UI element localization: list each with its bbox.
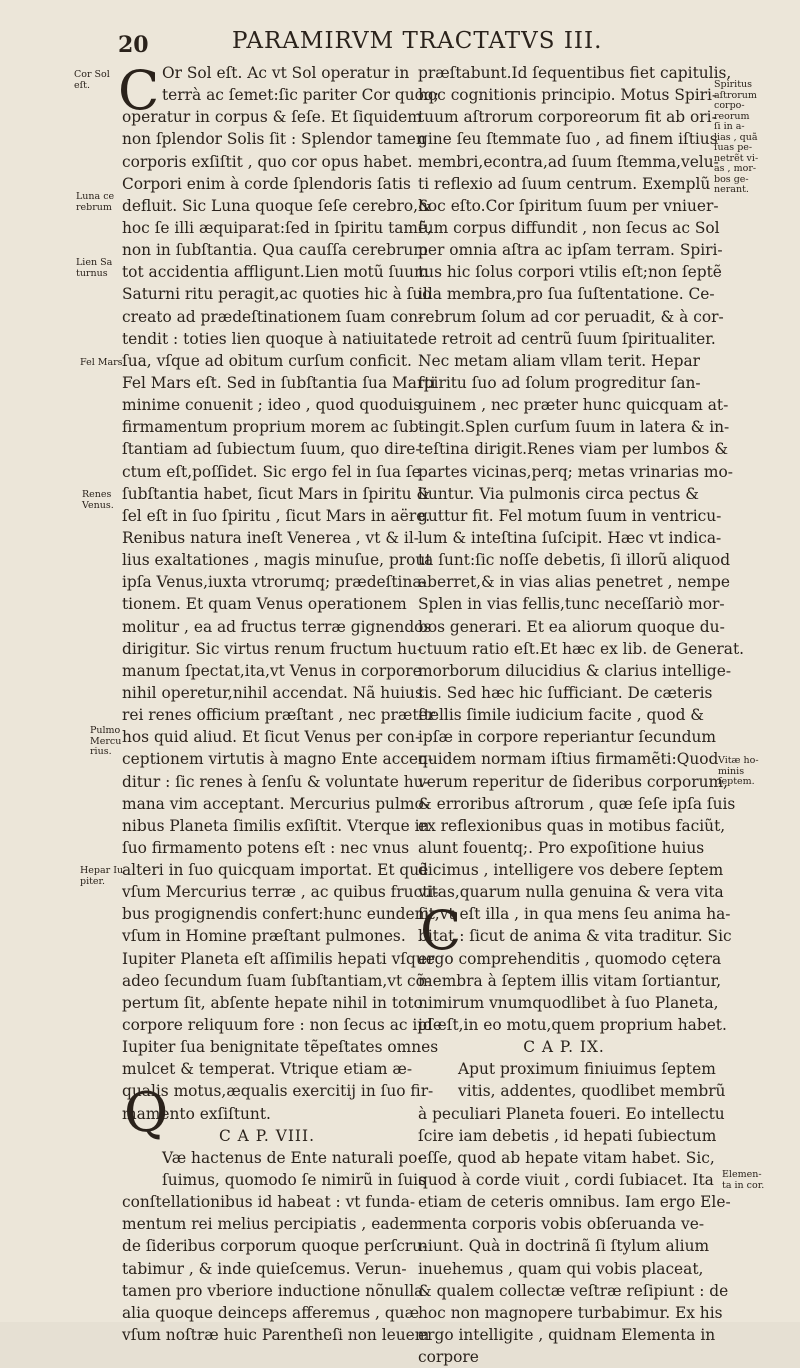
text-line: ſtantiam ad ſubiectum ſuum, quo dire- xyxy=(122,440,421,459)
text-line: Nec metam aliam vllam terit. Hepar xyxy=(418,351,700,370)
text-line: de ſideribus corporum quoque perſcru- xyxy=(122,1237,428,1256)
text-line: hoc non magnopere turbabimur. Ex his xyxy=(418,1303,723,1322)
text-line: præſtabunt.Id ſequentibus fiet capitulis, xyxy=(418,64,732,82)
text-line: ctum eſt,poſſidet. Sic ergo fel in ſua ſe xyxy=(122,462,421,481)
text-line: Renibus natura ineſt Venerea , vt & il- xyxy=(122,528,419,547)
text-line: etiam de ceteris omnibus. Iam ergo Ele- xyxy=(418,1193,731,1212)
text-line: Fel Mars eſt. Sed in ſubſtantia ſua Marti xyxy=(122,373,436,392)
text-line: bitat : ſicut de anima & vita traditur. Sic xyxy=(418,927,732,946)
text-line: rebrum ſolum ad cor peruadit, & à cor- xyxy=(418,307,724,326)
text-line: non ſplendor Solis ſit : Splendor tamen xyxy=(122,130,426,149)
text-line: ti reflexio ad ſuum centrum. Exemplũ xyxy=(418,174,711,193)
text-line: ſua, vſque ad obitum curſum conficit. xyxy=(122,351,412,370)
text-line: vſum Mercurius terræ , ac quibus fructi- xyxy=(122,883,439,902)
text-line: firmamentum proprium morem ac ſub- xyxy=(122,418,424,437)
text-line: hos quid aliud. Et ſicut Venus per con- xyxy=(122,728,421,747)
text-line: corpore reliquum fore : non ſecus ac ipſe xyxy=(122,1016,442,1035)
dropcap-c-left: C xyxy=(118,59,160,122)
text-line: inuehemus , quam qui vobis placeat, xyxy=(418,1259,704,1278)
text-line: tingit.Splen curſum ſuum in latera & in- xyxy=(418,418,730,437)
text-line: hoc cognitionis principio. Motus Spiri- xyxy=(418,86,718,105)
text-line: teſtina dirigit.Renes viam per lumbos & xyxy=(418,440,729,459)
text-line: Corpori enim à corde ſplendoris ſatis xyxy=(122,174,411,193)
text-line: bos generari. Et ea aliorum quoque du- xyxy=(418,617,725,636)
text-line: Splen in vias fellis,tunc neceſſariò mor- xyxy=(418,595,725,614)
text-line: partes vicinas,perq; metas vrinarias mo- xyxy=(418,462,733,481)
text-line: adeo ſecundum ſuam ſubſtantiam,vt cõ- xyxy=(122,971,431,990)
margin-note: Luna ce rebrum xyxy=(76,191,115,213)
text-line: nihil operetur,nihil accendat. Nã huius xyxy=(122,683,423,702)
text-line: dirigitur. Sic virtus renum fructum hu- xyxy=(122,639,423,658)
text-line: qualis motus,æqualis exercitij in ſuo fir- xyxy=(122,1082,434,1101)
text-line: corporis exſiſtit , quo cor opus habet. xyxy=(122,152,413,171)
chapter-heading: C A P. VIII. xyxy=(219,1126,315,1145)
text-line: ſuo firmamento potens eſt : nec vnus xyxy=(122,838,410,857)
text-line: & erroribus aſtrorum , quæ ſeſe ipſa ſuis xyxy=(418,794,736,813)
text-line: corpore xyxy=(418,1348,479,1367)
dropcap-c-right: C xyxy=(420,899,462,962)
text-line: à peculiari Planeta foueri. Eo intellectu xyxy=(418,1104,725,1123)
text-line: manum ſpectat,ita,vt Venus in corpore xyxy=(122,661,422,680)
text-line: ſel eſt in ſuo ſpiritu , ſicut Mars in aëre. xyxy=(122,506,431,525)
text-line: defluit. Sic Luna quoque ſeſe cerebro,& xyxy=(122,196,432,215)
text-line: eſſe, quod ab hepate vitam habet. Sic, xyxy=(418,1148,715,1167)
text-line: mentum rei melius percipiatis , eadem xyxy=(122,1215,424,1234)
text-line: ergo intelligite , quidnam Elementa in xyxy=(418,1326,716,1345)
text-line: conſtellationibus id habeat : vt funda- xyxy=(122,1193,416,1212)
text-line: hoc eſto.Cor ſpiritum ſuum per vniuer- xyxy=(418,196,719,215)
text-line: per omnia aſtra ac ipſam terram. Spiri- xyxy=(418,241,723,260)
text-line: id eſt,in eo motu,quem proprium habet. xyxy=(418,1016,727,1035)
text-line: nimirum vnumquodlibet à ſuo Planeta, xyxy=(418,993,719,1012)
text-line: alunt fouentq;. Pro expoſitione huius xyxy=(418,838,705,857)
text-line: ctuum ratio eſt.Et hæc ex lib. de Generat. xyxy=(418,639,745,658)
text-line: rei renes officium præſtant , nec præter xyxy=(122,706,435,725)
margin-note: Vitæ ho- minis ſeptem. xyxy=(718,755,759,787)
margin-note: Lien Sa turnus xyxy=(76,257,113,279)
text-line: ſtellis ſimile iudicium facite , quod & xyxy=(418,706,705,725)
text-line: non in ſubſtantia. Qua cauſſa cerebrum xyxy=(122,241,428,260)
text-line: ta ſunt:ſic noſſe debetis, ſi illorũ aliquod xyxy=(418,551,731,570)
text-line: ſuimus, quomodo ſe nimirũ in ſuis xyxy=(162,1171,426,1190)
text-line: ſum corpus diffundit , non ſecus ac Sol xyxy=(418,218,720,237)
text-line: pertum ſit, abſente hepate nihil in toto xyxy=(122,993,423,1012)
text-line: minime conuenit ; ideo , quod quoduis xyxy=(122,396,421,415)
margin-note: Elemen- ta in cor. xyxy=(722,1169,765,1191)
text-line: Iupiter ſua benignitate tẽpeſtates omnes xyxy=(122,1038,439,1057)
text-line: ergo comprehenditis , quomodo cętera xyxy=(418,949,722,968)
text-line: tot accidentia affligunt.Lien motũ ſuum xyxy=(122,263,429,282)
text-line: Iupiter Planeta eſt aſſimilis hepati vſque xyxy=(122,949,435,968)
text-line: lum & inteſtina ſuſcipit. Hæc vt indica- xyxy=(418,528,722,547)
text-line: hoc ſe illi æquiparat:ſed in ſpiritu tamẽ, xyxy=(122,218,433,237)
margin-note: Pulmo Mercu rius. xyxy=(90,725,122,757)
text-line: molitur , ea ad fructus terræ gignendos xyxy=(122,617,432,636)
text-line: tus hic ſolus corpori vtilis eſt;non ſeptẽ xyxy=(418,263,722,282)
text-line: Or Sol eſt. Ac vt Sol operatur in xyxy=(162,64,410,82)
text-line: ſit,vt eſt illa , in qua mens ſeu anima ha- xyxy=(418,905,731,924)
text-line: Aput proximum finiuimus ſeptem xyxy=(458,1060,716,1079)
text-line: quod à corde viuit , cordi ſubiacet. Ita xyxy=(418,1171,714,1190)
chapter-heading: C A P. IX. xyxy=(523,1038,605,1057)
text-line: & qualem collectæ veſtræ reſipiunt : de xyxy=(418,1281,729,1300)
text-line: ex reflexionibus quas in motibus faciũt, xyxy=(418,816,726,835)
text-line: vſum in Homine præſtant pulmones. xyxy=(122,927,406,946)
text-line: mulcet & temperat. Vtrique etiam æ- xyxy=(122,1060,413,1079)
margin-note: Spiritus aſtrorum corpo- reorum ſi in a- lias , quã ſuas pe- netrẽt vi- as , mor- bos ge- nerant. xyxy=(714,79,759,195)
text-line: creato ad prædeſtinationem ſuam con- xyxy=(122,307,424,326)
margin-note: Renes Venus. xyxy=(82,489,114,511)
text-line: tuum aſtrorum corporeorum fit ab ori- xyxy=(418,108,717,127)
text-line: alia quoque deinceps afferemus , quæ xyxy=(122,1303,420,1322)
dropcap-q: Q xyxy=(124,1081,169,1144)
text-line: aberret,& in vias alias penetret , nempe xyxy=(418,573,730,592)
text-line: tis. Sed hæc hic ſufficiant. De cæteris xyxy=(418,683,713,702)
running-title: PARAMIRVM TRACTATVS III. xyxy=(232,28,603,54)
margin-note: Hepar Iu piter. xyxy=(80,865,124,887)
text-line: tionem. Et quam Venus operationem xyxy=(122,595,407,614)
text-line: ſubſtantia habet, ſicut Mars in ſpiritu & xyxy=(122,484,431,503)
left-text-column xyxy=(122,62,442,1346)
text-line: morborum dilucidius & clarius intellige- xyxy=(418,661,732,680)
text-line: de retroit ad centrũ ſuum ſpiritualiter. xyxy=(418,329,716,348)
text-line: ipſa Venus,iuxta vtrorumq; prædeſtina- xyxy=(122,573,427,592)
text-line: niunt. Quà in doctrinã ſi ſtylum alium xyxy=(418,1237,710,1256)
text-line: lius exaltationes , magis minuſue, prout xyxy=(122,551,432,570)
margin-note: Fel Mars xyxy=(80,357,123,368)
text-line: tabimur , & inde quieſcemus. Verun- xyxy=(122,1259,407,1278)
text-line: vſum noſtræ huic Parentheſi non leuem xyxy=(122,1326,430,1345)
text-line: ipſæ in corpore reperiantur ſecundum xyxy=(418,728,717,747)
text-line: gine ſeu ſtemmate ſuo , ad finem iſtius xyxy=(418,130,718,149)
text-line: mamento exſiſtunt. xyxy=(122,1104,271,1123)
text-line: terrà ac ſemet:ſic pariter Cor quoq; xyxy=(162,86,439,105)
margin-note: Cor Sol eſt. xyxy=(74,69,110,91)
text-line: Saturni ritu peragit,ac quoties hic à ſuo xyxy=(122,285,432,304)
text-line: mana vim acceptant. Mercurius pulmo- xyxy=(122,794,429,813)
text-line: dicimus , intelligere vos debere ſeptem xyxy=(418,861,724,880)
text-line: membri,econtra,ad ſuum ſtemma,velu- xyxy=(418,152,719,171)
text-line: ſpiritu ſuo ad ſolum progreditur ſan- xyxy=(418,373,701,392)
text-line: vitas,quarum nulla genuina & vera vita xyxy=(418,883,724,902)
text-line: tamen pro vberiore inductione nõnulla xyxy=(122,1281,424,1300)
text-line: ditur : ſic renes à ſenſu & voluntate hu- xyxy=(122,772,429,791)
text-line: nibus Planeta ſimilis exſiſtit. Vterque in xyxy=(122,816,430,835)
text-line: membra à ſeptem illis vitam ſortiantur, xyxy=(418,971,722,990)
text-line: ſcire iam debetis , id hepati ſubiectum xyxy=(418,1126,717,1145)
text-line: vitis, addentes, quodlibet membrũ xyxy=(458,1082,726,1101)
text-line: liuntur. Via pulmonis circa pectus & xyxy=(418,484,699,503)
text-line: operatur in corpus & ſeſe. Et ſiquidem xyxy=(122,108,422,127)
text-line: guttur fit. Fel motum ſuum in ventricu- xyxy=(418,506,722,525)
text-line: quidem normam iſtius firmamẽti:Quod xyxy=(418,750,719,769)
text-line: menta corporis vobis obſeruanda ve- xyxy=(418,1215,705,1234)
text-line: verum reperitur de ſideribus corporum, xyxy=(418,772,728,791)
text-line: bus progignendis confert:hunc eundem xyxy=(122,905,430,924)
page-number: 20 xyxy=(118,32,149,58)
text-line: illa membra,pro ſua ſuſtentatione. Ce- xyxy=(418,285,715,304)
text-line: ceptionem virtutis à magno Ente accen- xyxy=(122,750,434,769)
text-line: guinem , nec præter hunc quicquam at- xyxy=(418,396,729,415)
text-line: Væ hactenus de Ente naturali po- xyxy=(162,1148,423,1167)
text-line: alteri in ſuo quicquam importat. Et quẽ xyxy=(122,861,429,880)
text-line: tendit : toties lien quoque à natiuitate xyxy=(122,329,418,348)
